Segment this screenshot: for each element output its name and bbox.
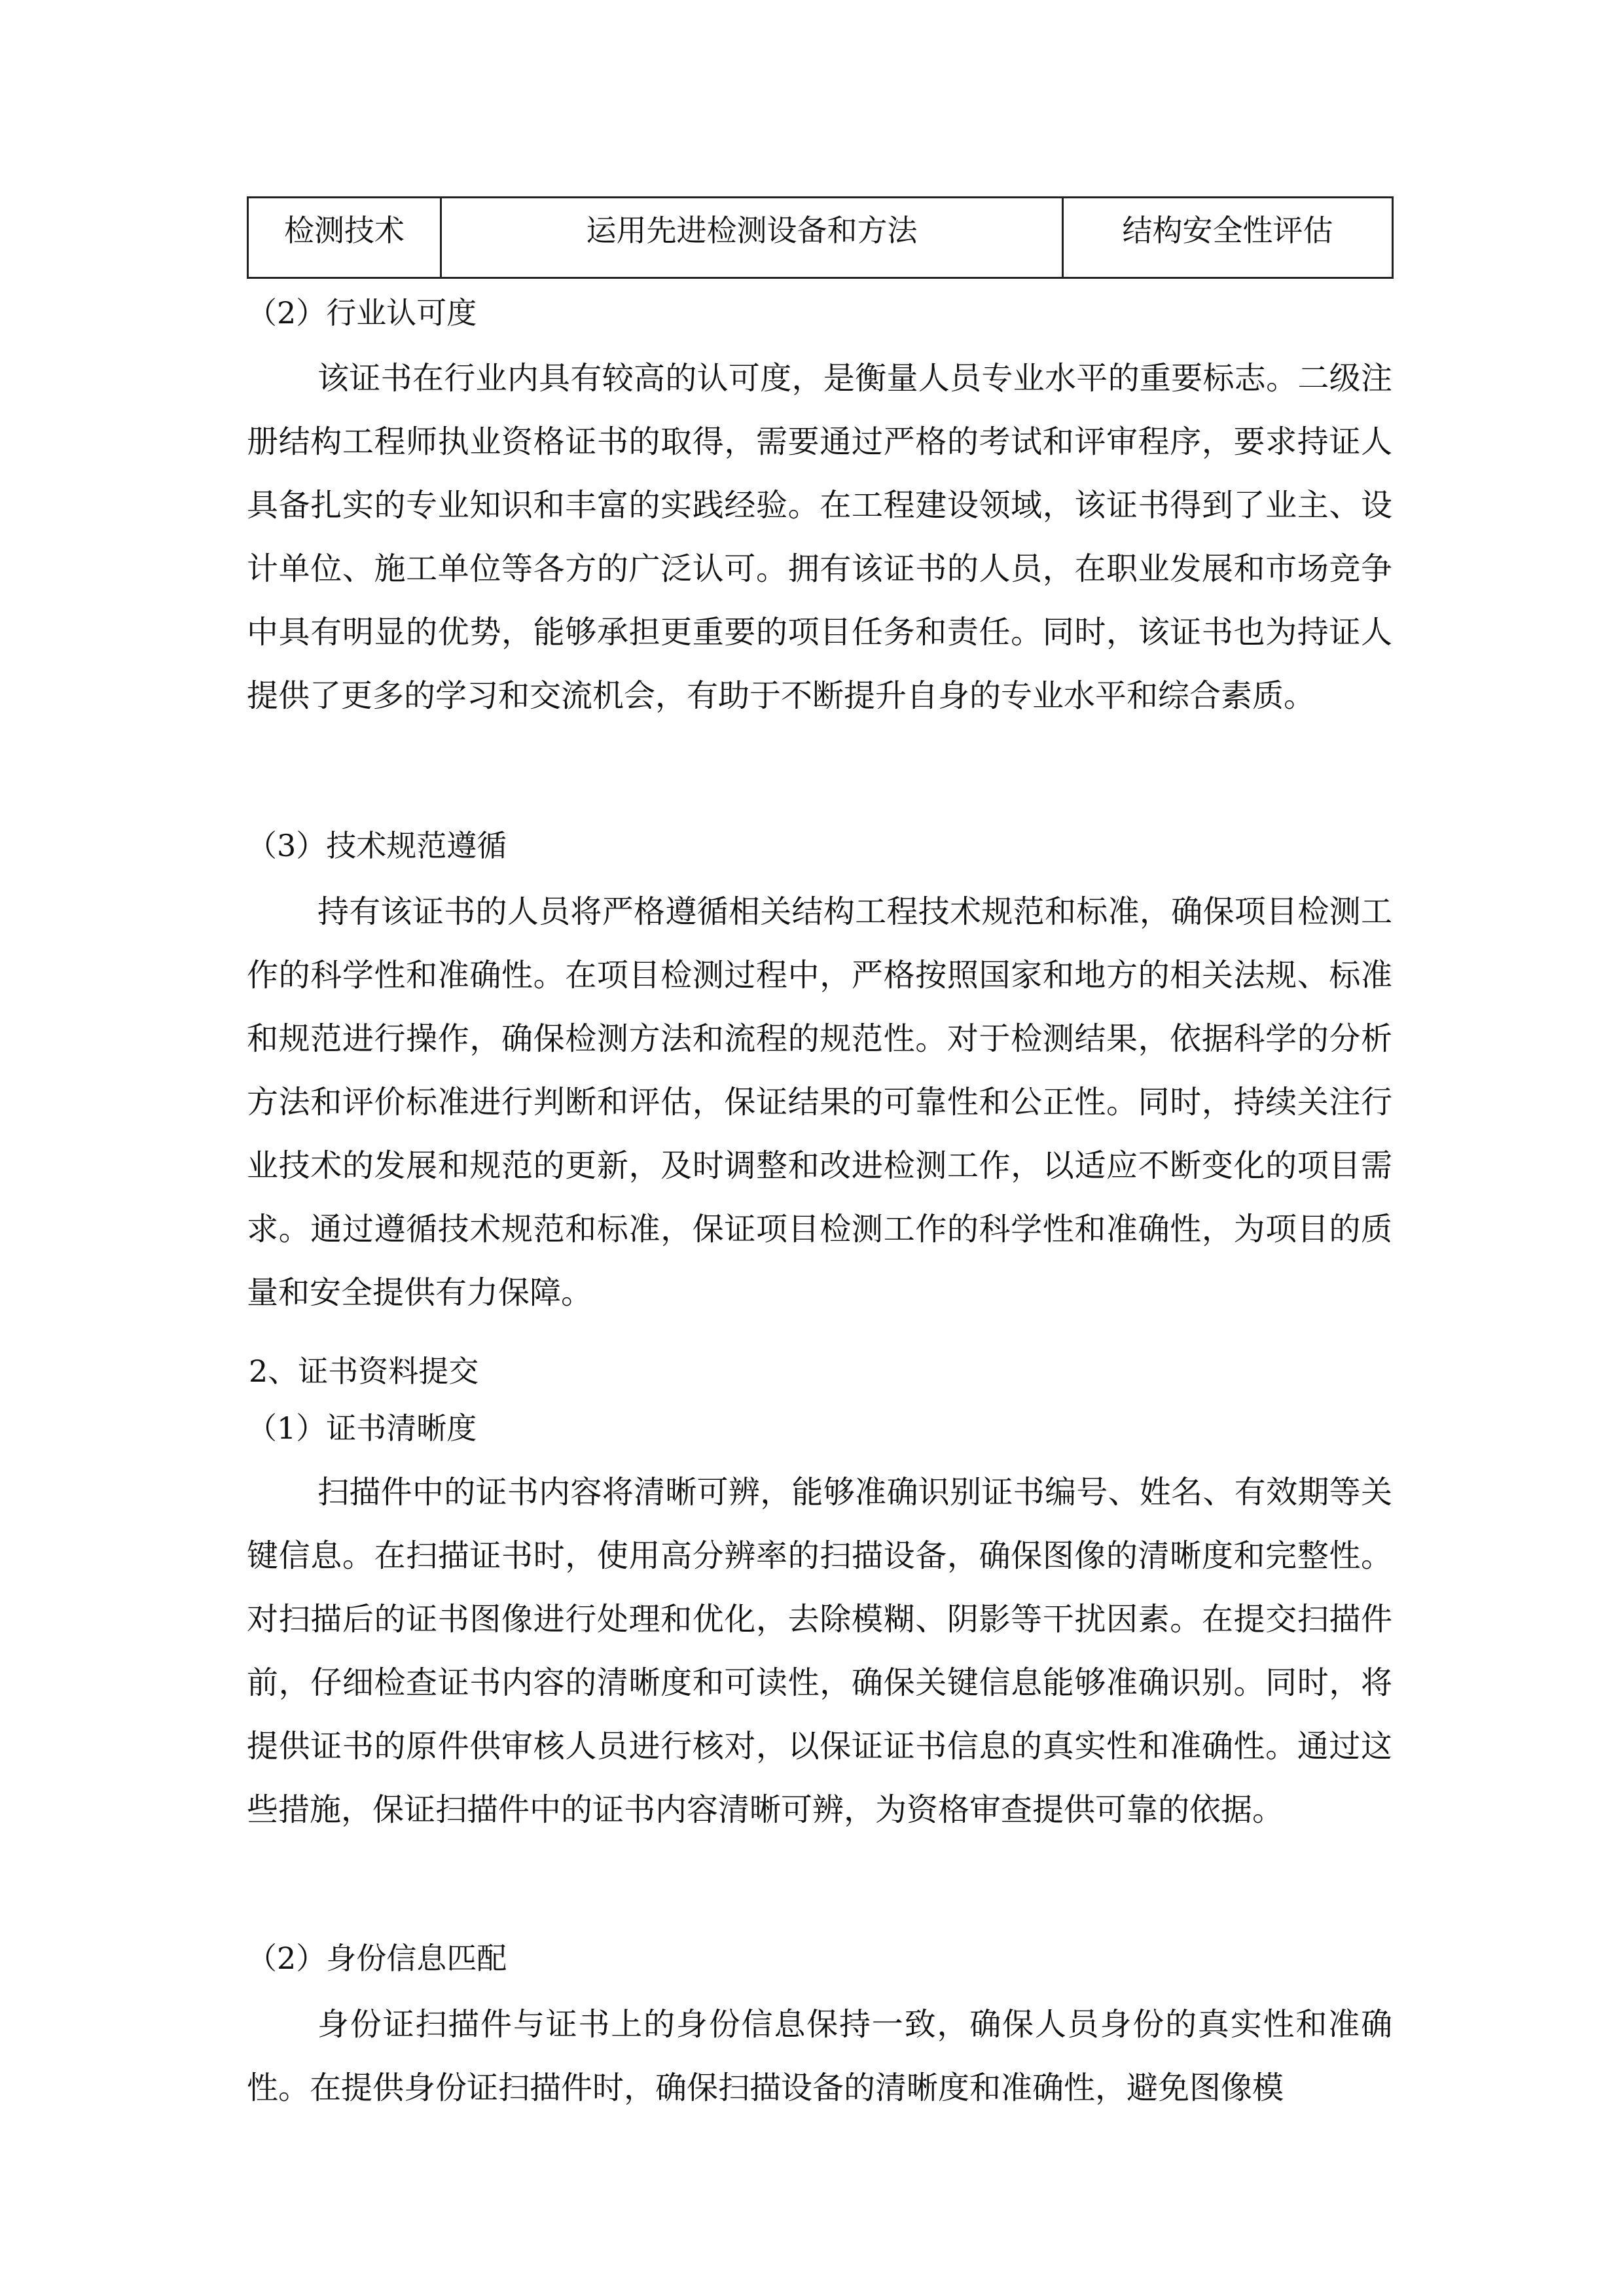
paragraph-identity-match: 身份证扫描件与证书上的身份信息保持一致，确保人员身份的真实性和准确性。在提供身份证扫描件时，确保扫描设备的清晰度和准确性，避免图像模 xyxy=(247,2006,1392,2106)
table-cell-method: 运用先进检测设备和方法 xyxy=(441,198,1063,278)
heading-certificate-clarity: （1）证书清晰度 xyxy=(247,1410,477,1446)
heading-certificate-submission: 2、证书资料提交 xyxy=(249,1354,479,1389)
paragraph-technical-norms: 持有该证书的人员将严格遵循相关结构工程技术规范和标准，确保项目检测工作的科学性和准确性。在项目检测过程中，严格按照国家和地方的相关法规、标准和规范进行操作，确保检测方法和流程的规范性。对于检测结果，依据科学的分析方法和评价标准进行判断和评估，保证结果的可靠性和公正性。同时，持续关注行业技术的发展和规范的更新，及时调整和改进检测工作，以适应不断变化的项目需求。通过遵循技术规范和标准，保证项目检测工作的科学性和准确性，为项目的质量和安全提供有力保障。 xyxy=(247,893,1392,1311)
table-cell-purpose: 结构安全性评估 xyxy=(1063,198,1393,278)
table-row xyxy=(248,198,1393,278)
table-cell-category: 检测技术 xyxy=(248,198,441,278)
heading-identity-match: （2）身份信息匹配 xyxy=(247,1941,507,1976)
paragraph-certificate-clarity: 扫描件中的证书内容将清晰可辨，能够准确识别证书编号、姓名、有效期等关键信息。在扫描证书时，使用高分辨率的扫描设备，确保图像的清晰度和完整性。对扫描后的证书图像进行处理和优化，去除模糊、阴影等干扰因素。在提交扫描件前，仔细检查证书内容的清晰度和可读性，确保关键信息能够准确识别。同时，将提供证书的原件供审核人员进行核对，以保证证书信息的真实性和准确性。通过这些措施，保证扫描件中的证书内容清晰可辨，为资格审查提供可靠的依据。 xyxy=(247,1474,1392,1828)
paragraph-industry-recognition: 该证书在行业内具有较高的认可度，是衡量人员专业水平的重要标志。二级注册结构工程师执业资格证书的取得，需要通过严格的考试和评审程序，要求持证人具备扎实的专业知识和丰富的实践经验。在工程建设领域，该证书得到了业主、设计单位、施工单位等各方的广泛认可。拥有该证书的人员，在职业发展和市场竞争中具有明显的优势，能够承担更重要的项目任务和责任。同时，该证书也为持证人提供了更多的学习和交流机会，有助于不断提升自身的专业水平和综合素质。 xyxy=(247,360,1392,714)
certificate-table xyxy=(247,196,1394,279)
heading-technical-norms: （3）技术规范遵循 xyxy=(247,828,507,863)
heading-industry-recognition: （2）行业认可度 xyxy=(247,295,477,331)
